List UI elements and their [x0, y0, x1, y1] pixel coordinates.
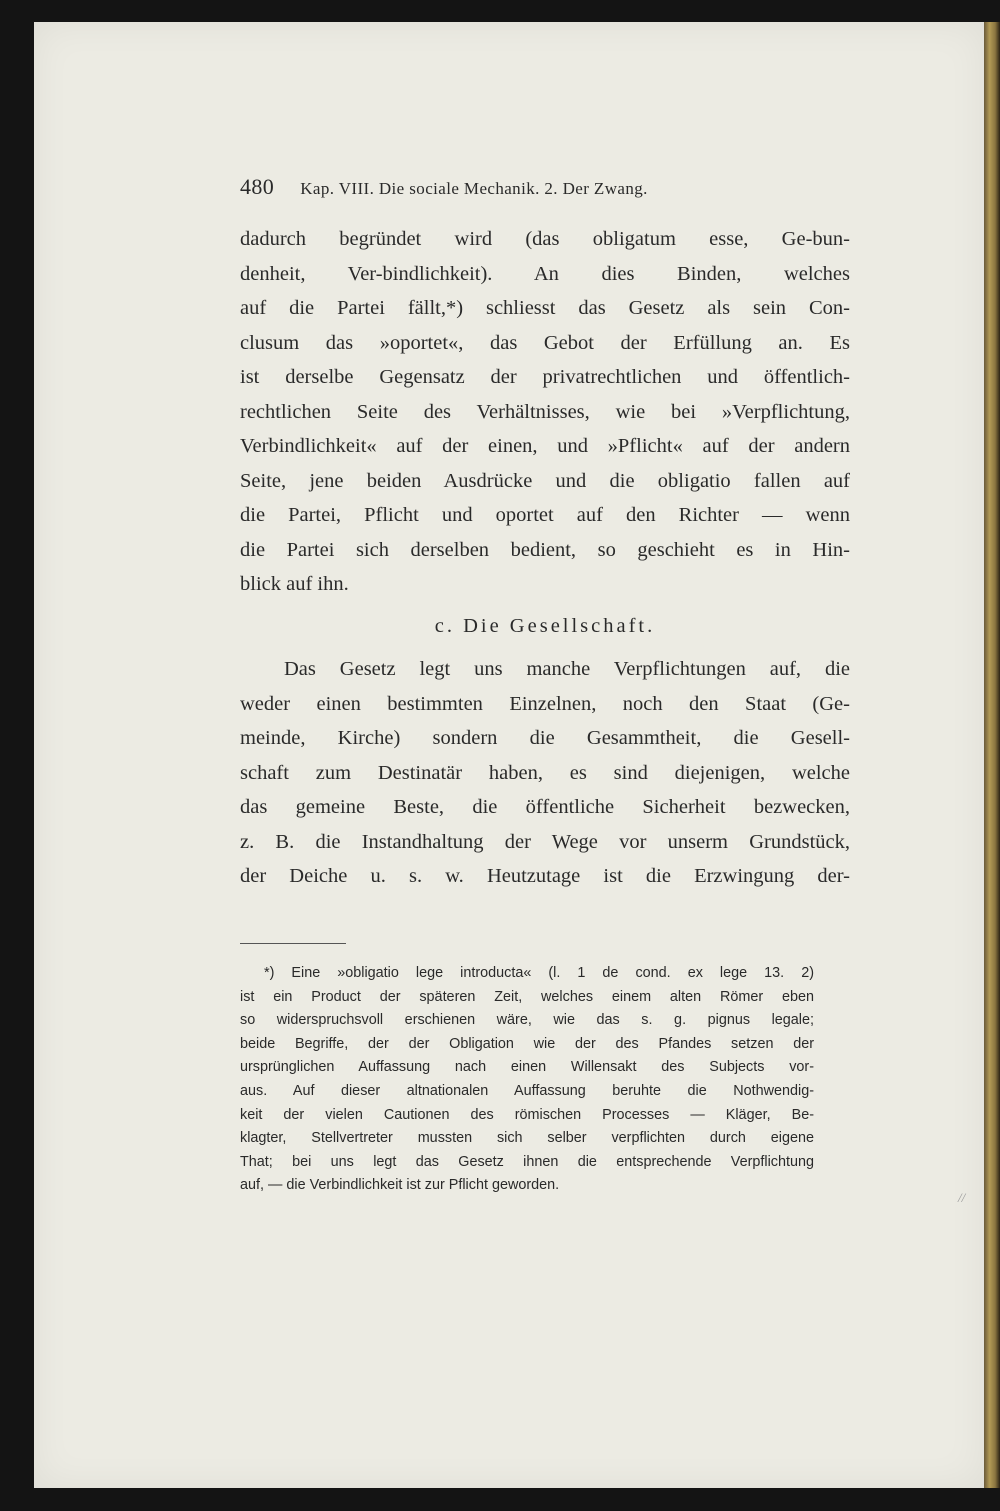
footnote — [240, 962, 814, 1198]
text-line: Verbindlichkeit« auf der einen, und »Pflicht« auf der andern — [240, 435, 850, 457]
text-line: weder einen bestimmten Einzelnen, noch den Staat (Ge- — [240, 692, 850, 715]
text-line: Das Gesetz legt uns manche Verpflichtungen auf, die — [284, 658, 850, 680]
text-line: Seite, jene beiden Ausdrücke und die obligatio fallen auf — [240, 469, 850, 492]
footnote-line: aus. Auf dieser altnationalen Auffassung beruhte die Nothwendig- — [240, 1082, 814, 1099]
text-line: dadurch begründet wird (das obligatum esse, Ge-bun- — [240, 228, 850, 250]
footnote-rule — [240, 943, 346, 944]
footnote-line: ursprünglichen Auffassung nach einen Willensakt des Subjects vor- — [240, 1059, 814, 1076]
running-title: Kap. VIII. Die sociale Mechanik. 2. Der Zwang. — [300, 179, 648, 198]
margin-mark: // — [958, 1190, 966, 1205]
text-line: meinde, Kirche) sondern die Gesammtheit, die Gesell- — [240, 727, 850, 749]
footnote-line: klagter, Stellvertreter mussten sich selber verpflichten durch eigene — [240, 1130, 814, 1147]
text-line: denheit, Ver-bindlichkeit). An dies Binden, welches — [240, 262, 850, 285]
footnote-line: *) Eine »obligatio lege introducta« (l. 1 de cond. ex lege 13. 2) — [264, 965, 814, 981]
text-line: die Partei sich derselben bedient, so geschieht es in Hin- — [240, 538, 850, 561]
section-title: c. Die Gesellschaft. — [434, 614, 656, 637]
text-line: ist derselbe Gegensatz der privatrechtlichen und öffentlich- — [240, 366, 850, 388]
text-line: auf die Partei fällt,*) schliesst das Gesetz als sein Con- — [240, 297, 850, 319]
text-line: z. B. die Instandhaltung der Wege vor unserm Grundstück, — [240, 830, 850, 853]
page-number: 480 — [240, 174, 275, 199]
text-line: das gemeine Beste, die öffentliche Sicherheit bezwecken, — [240, 796, 850, 818]
footnote-line: keit der vielen Cautionen des römischen Processes — Kläger, Be- — [240, 1106, 814, 1123]
body-text — [240, 222, 850, 894]
text-line: rechtlichen Seite des Verhältnisses, wie bei »Verpflichtung, — [240, 400, 850, 423]
text-line: blick auf ihn. — [240, 573, 349, 595]
footnote-line: auf, — die Verbindlichkeit ist zur Pflicht geworden. — [240, 1177, 560, 1194]
footnote-line: That; bei uns legt das Gesetz ihnen die entsprechende Verpflichtung — [240, 1153, 814, 1170]
running-header — [240, 174, 840, 200]
book-edge — [984, 22, 1000, 1488]
footnote-line: beide Begriffe, der der Obligation wie der des Pfandes setzen der — [240, 1035, 814, 1052]
text-line: der Deiche u. s. w. Heutzutage ist die Erzwingung der- — [240, 865, 850, 887]
text-line: schaft zum Destinatär haben, es sind diejenigen, welche — [240, 761, 850, 784]
footnote-line: so widerspruchsvoll erschienen wäre, wie das s. g. pignus legale; — [240, 1012, 814, 1029]
text-line: clusum das »oportet«, das Gebot der Erfüllung an. Es — [240, 331, 850, 354]
footnote-line: ist ein Product der späteren Zeit, welches einem alten Römer eben — [240, 988, 814, 1005]
text-line: die Partei, Pflicht und oportet auf den Richter — wenn — [240, 504, 850, 526]
